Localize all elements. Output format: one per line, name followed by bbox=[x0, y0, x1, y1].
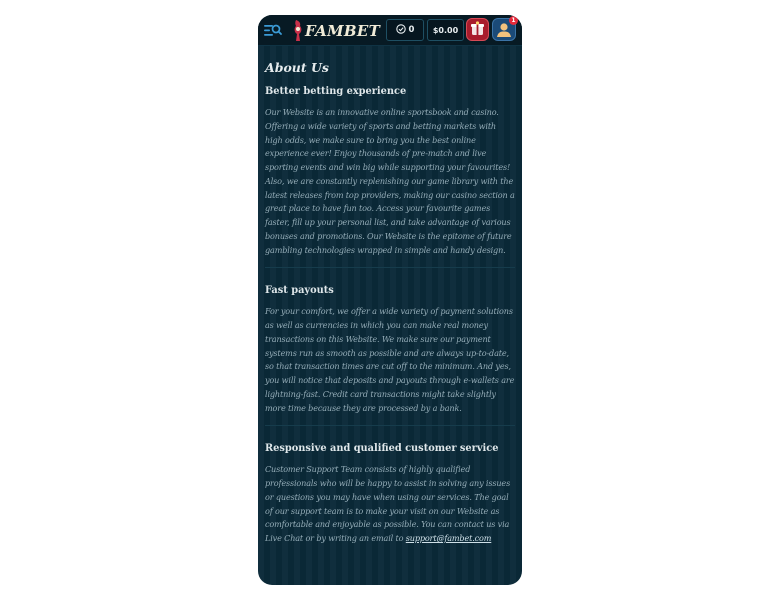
menu-search-icon[interactable] bbox=[263, 21, 282, 40]
section-title: Fast payouts bbox=[265, 285, 334, 297]
fambet-logo-icon bbox=[292, 19, 304, 42]
user-profile-button[interactable] bbox=[492, 18, 516, 41]
divider bbox=[265, 267, 515, 268]
section-title: Responsive and qualified customer service bbox=[265, 443, 499, 455]
support-body-text: Customer Support Team consists of highly qualified professionals who will be happy to assist in solving any issues or questions you may have when using our services. The goal of our support team is to make your visit on our Website as comfortable and enjoyable as possible. You can contact us via Live Chat or by writing an email to bbox=[265, 464, 511, 543]
section-body: For your comfort, we offer a wide variety of payment solutions as well as currencies in which you can make real money transactions on this Website. We make sure our payment systems run as smooth as possible and are always up-to-date, so that transaction times are cut off to the minimum. And yes, you will notice that deposits and payouts through e-wallets are lightning-fast. Credit card transactions might take slightly more time because they are processed by a bank. bbox=[265, 306, 515, 413]
check-circle-icon bbox=[396, 24, 406, 37]
bets-count: 0 bbox=[408, 25, 415, 35]
app-screen bbox=[258, 15, 522, 585]
top-header bbox=[258, 15, 522, 46]
promo-button[interactable] bbox=[466, 18, 489, 41]
section-customer-service bbox=[265, 443, 515, 546]
page-title: About Us bbox=[265, 60, 329, 75]
section-body bbox=[265, 463, 515, 546]
balance-amount: $0.00 bbox=[432, 25, 459, 35]
section-fast-payouts bbox=[265, 285, 515, 415]
balance-button[interactable] bbox=[427, 19, 464, 41]
section-better-betting bbox=[265, 86, 515, 257]
user-icon bbox=[493, 25, 515, 44]
open-bets-button[interactable] bbox=[386, 19, 424, 41]
section-body: Our Website is an innovative online sportsbook and casino. Offering a wide variety of sports and betting markets with high odds, we make sure to bring you the best online experience ever! Enjoy thousands of pre-match and live sporting events and win big while supporting your favourites! Also, we are constantly replenishing our game library with the latest releases from top providers, making our casino section a great place to have fun too. Access your favourite games faster, fill up your personal list, and take advantage of various bonuses and promotions. Our Website is the epitome of future gambling technologies wrapped in simple and handy design. bbox=[265, 107, 515, 255]
gift-promo-icon bbox=[467, 25, 488, 44]
logo-text: FAMBET bbox=[305, 21, 381, 40]
logo[interactable] bbox=[292, 19, 380, 42]
divider bbox=[265, 425, 515, 426]
support-email-link[interactable]: support@fambet.com bbox=[405, 533, 492, 543]
section-title: Better betting experience bbox=[265, 86, 407, 97]
about-content bbox=[265, 46, 515, 546]
notification-badge: 1 bbox=[509, 16, 518, 25]
